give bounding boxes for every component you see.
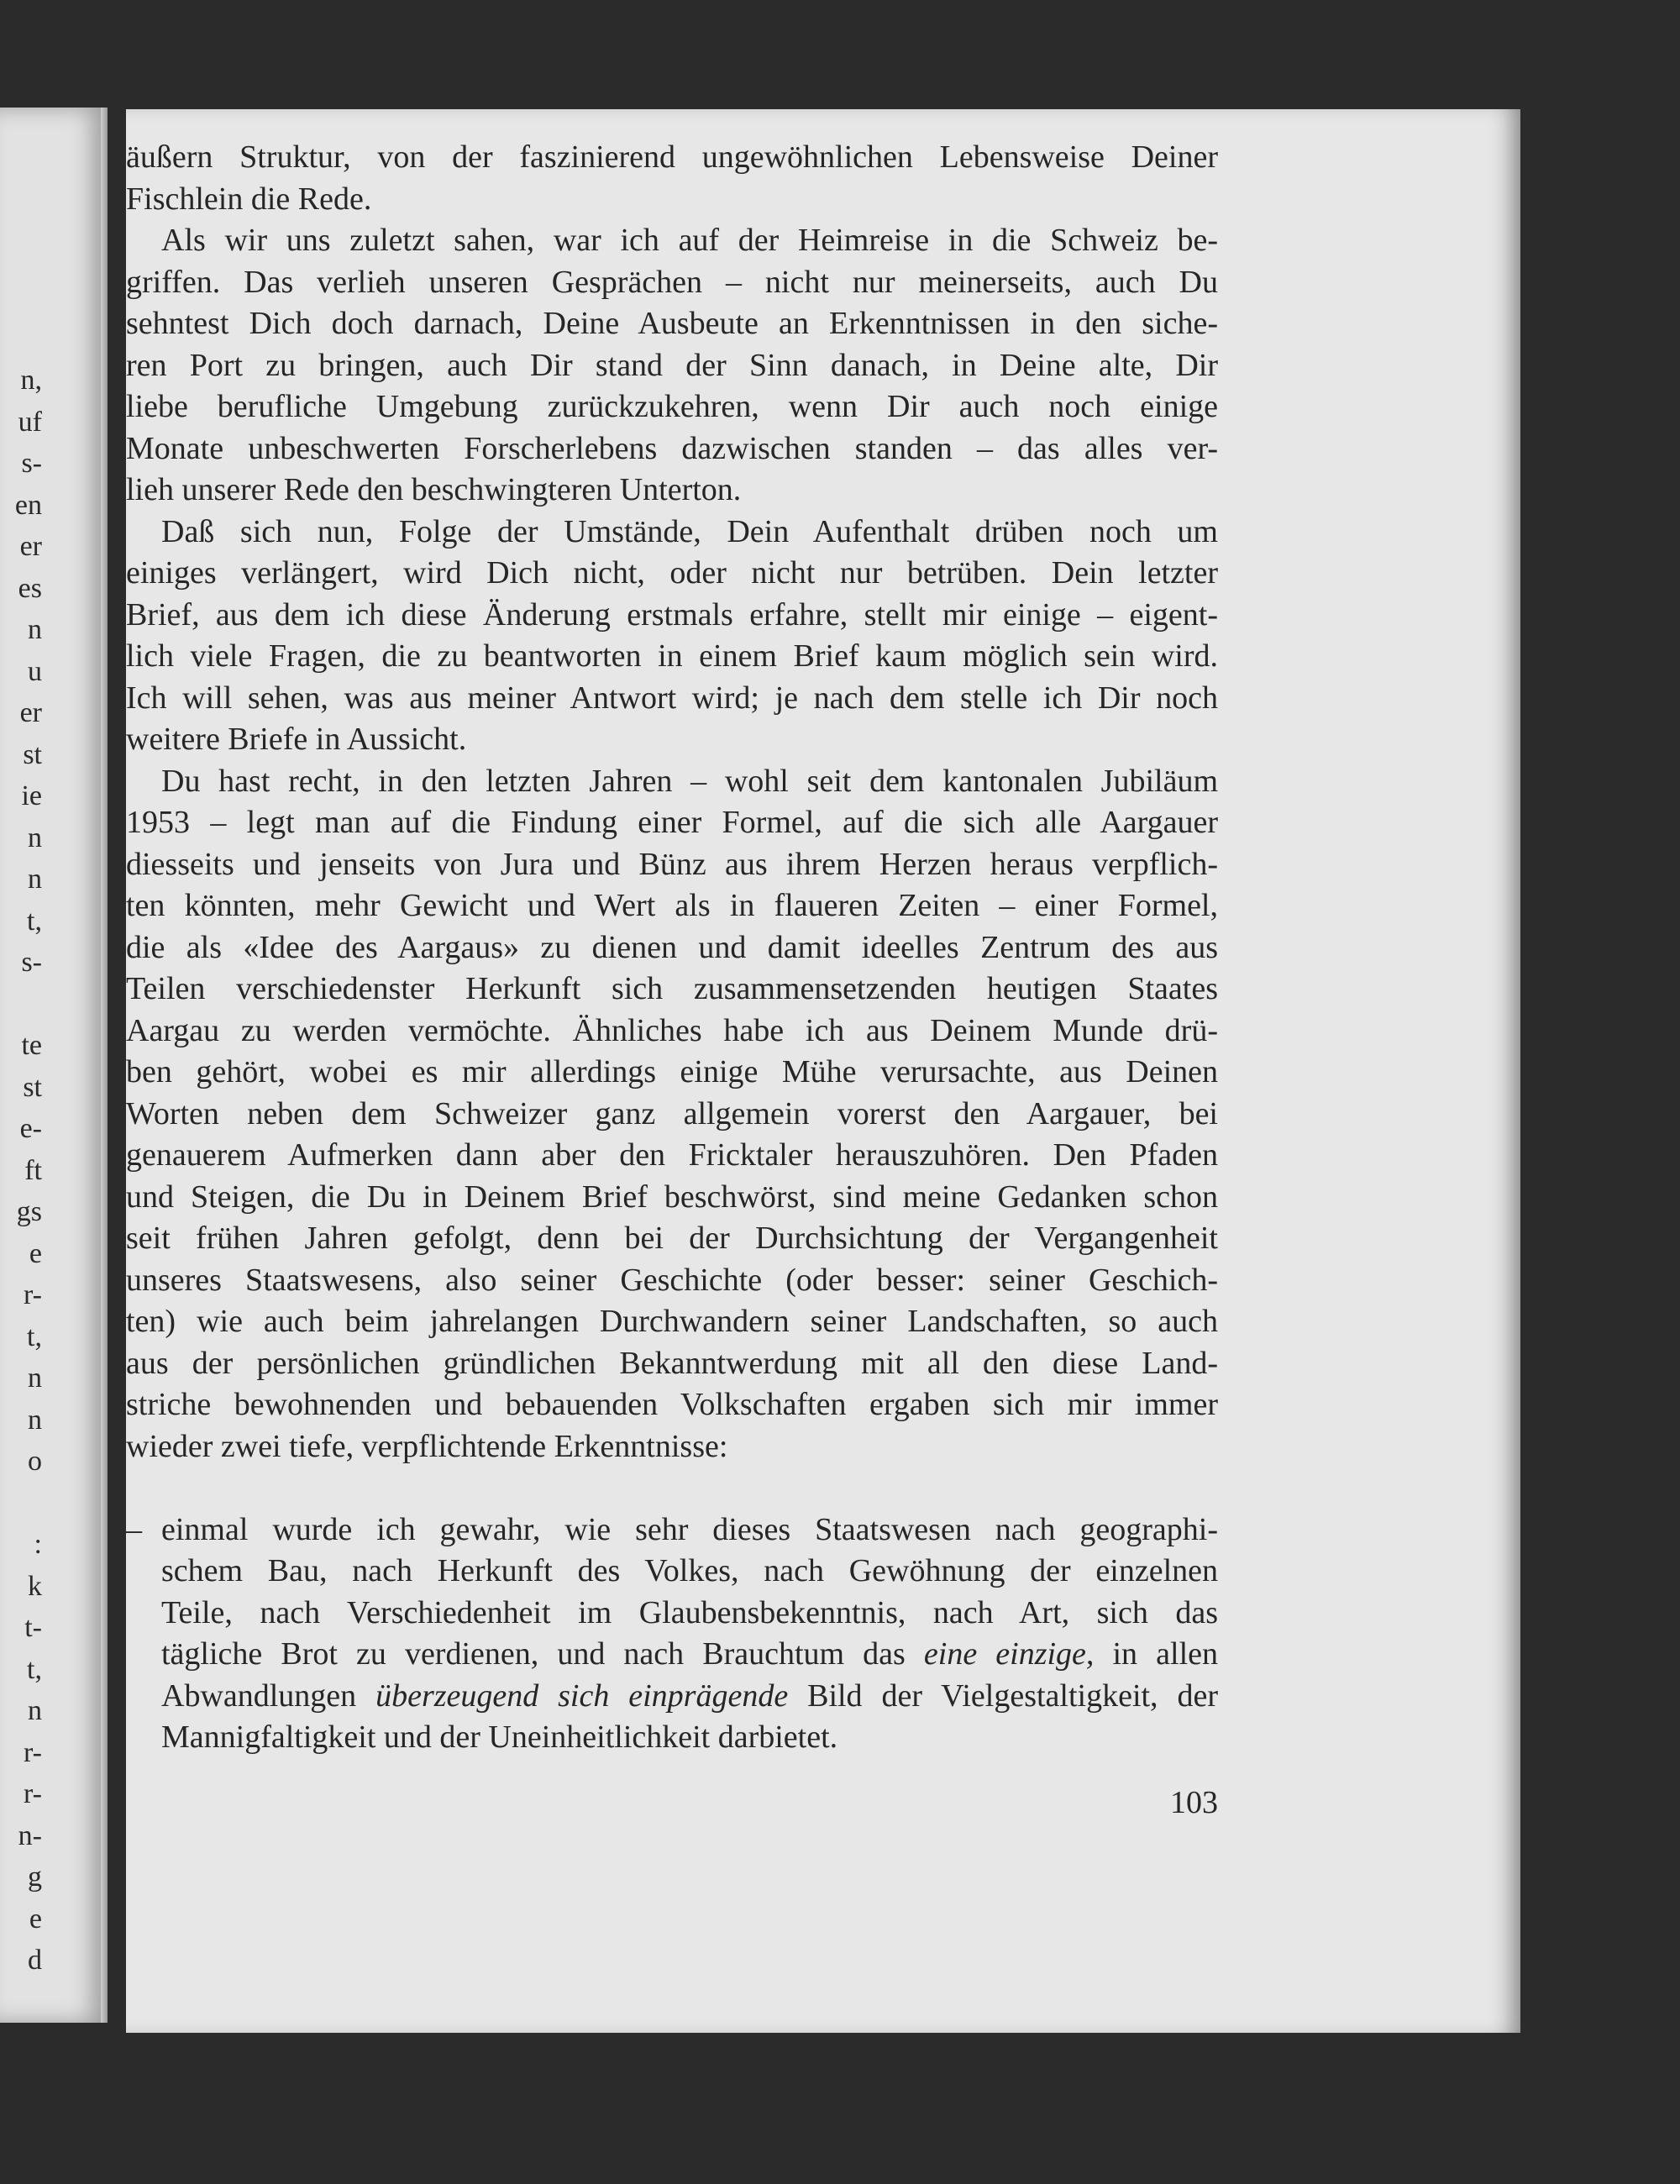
text-run: Abwandlungen (161, 1677, 376, 1714)
blank-line (0, 984, 42, 1026)
text-line: die als «Idee des Aargaus» zu dienen und damit ideelles Zentrum des aus (126, 929, 1218, 965)
left-page-fragment: d (28, 1945, 42, 1976)
left-page-fragment: st (23, 1071, 42, 1103)
text-line: ren Port zu bringen, auch Dir stand der Sinn danach, in Deine alte, Dir (126, 347, 1218, 383)
left-page-fragment: n (28, 614, 42, 645)
left-page-fragment: s- (21, 448, 42, 479)
text-line: striche bewohnenden und bebauenden Volkschaften ergaben sich mir immer (126, 1387, 1218, 1422)
text-line: lich viele Fragen, die zu beantworten in einem Brief kaum möglich sein wird. (126, 638, 1218, 674)
left-page-fragment: n- (18, 1819, 42, 1851)
bullet-item (126, 1509, 1218, 1551)
left-page-fragment: : (34, 1529, 42, 1560)
left-page-fragment: es (18, 572, 42, 604)
text-line: ben gehört, wobei es mir allerdings einige Mühe verursachte, aus Deinen (126, 1054, 1218, 1089)
text-line: Monate unbeschwerten Forscherlebens dazwischen standen – das alles ver- (126, 430, 1218, 466)
page-text (126, 137, 1218, 1759)
left-page-fragment: er (19, 697, 42, 728)
text-line: genauerem Aufmerken dann aber den Fricktaler herauszuhören. Den Pfaden (126, 1137, 1218, 1173)
text-line: liebe berufliche Umgebung zurückzukehren, wenn Dir auch noch einige (126, 389, 1218, 424)
text-line: Teilen verschiedenster Herkunft sich zusammensetzenden heutigen Staates (126, 971, 1218, 1006)
left-page-fragment: e- (19, 1113, 42, 1144)
paragraph-start: Du hast recht, in den letzten Jahren – wohl seit dem kantonalen Jubiläum (161, 763, 1218, 799)
left-page-fragment: e (29, 1903, 42, 1935)
text-line: Aargau zu werden vermöchte. Ähnliches habe ich aus Deinem Munde drü- (126, 1012, 1218, 1048)
left-page-fragment: t, (27, 905, 42, 937)
left-page-fragment: er (19, 531, 42, 562)
paragraph-start: Daß sich nun, Folge der Umstände, Dein Aufenthalt drüben noch um (161, 513, 1218, 549)
left-page-fragment: n (28, 1695, 42, 1726)
left-page-fragment: r- (24, 1778, 42, 1809)
text-line: äußern Struktur, von der faszinierend ungewöhnlichen Lebensweise Deiner (126, 139, 1218, 175)
bullet-line: schem Bau, nach Herkunft des Volkes, nach Gewöhnung der einzelnen (161, 1553, 1218, 1588)
text-line: einiges verlängert, wird Dich nicht, oder nicht nur betrüben. Dein letzter (126, 555, 1218, 591)
italic-emphasis: überzeugend sich einprägende (375, 1677, 789, 1714)
blank-line (126, 1467, 1218, 1509)
text-line: Fischlein die Rede. (126, 181, 372, 217)
left-page-fragment: te (21, 1030, 42, 1061)
text-line: Ich will sehen, was aus meiner Antwort wird; je nach dem stelle ich Dir noch (126, 680, 1218, 716)
bullet-line: Mannigfaltigkeit und der Uneinheitlichkeit darbietet. (161, 1719, 838, 1755)
text-line: griffen. Das verlieh unseren Gesprächen – nicht nur meinerseits, auch Du (126, 264, 1218, 300)
left-page-fragment: ie (21, 780, 42, 811)
text-line: ten könnten, mehr Gewicht und Wert als in flaueren Zeiten – einer Formel, (126, 888, 1218, 923)
bullet-line: einmal wurde ich gewahr, wie sehr dieses Staatswesen nach geographi- (161, 1511, 1218, 1547)
text-line: wieder zwei tiefe, verpflichtende Erkenntnisse: (126, 1428, 728, 1464)
left-page-fragment: n (28, 822, 42, 853)
left-page-fragment: st (23, 738, 42, 770)
italic-emphasis: eine einzige, (923, 1636, 1095, 1672)
left-page-fragment: ft (24, 1154, 42, 1186)
text-line: diesseits und jenseits von Jura und Bünz aus ihrem Herzen heraus verpflich- (126, 846, 1218, 882)
left-page-fragment: t, (27, 1653, 42, 1685)
paragraph-start: Als wir uns zuletzt sahen, war ich auf der Heimreise in die Schweiz be- (161, 223, 1218, 258)
left-page-fragment: en (14, 489, 42, 521)
left-page-text-fragments (0, 360, 42, 1982)
left-page-fragment: k (28, 1570, 42, 1602)
left-page-fragment: t- (24, 1612, 42, 1643)
text-line: und Steigen, die Du in Deinem Brief beschwörst, sind meine Gedanken schon (126, 1179, 1218, 1215)
left-page-fragment: u (28, 655, 42, 687)
bullet-line (126, 1676, 1218, 1718)
page-number: 103 (1170, 1785, 1218, 1820)
text-line: unseres Staatswesens, also seiner Geschichte (oder besser: seiner Geschich- (126, 1262, 1218, 1298)
left-page-fragment: g (28, 1861, 42, 1893)
facing-left-page (0, 108, 108, 2023)
text-line: 1953 – legt man auf die Findung einer Formel, auf die sich alle Aargauer (126, 805, 1218, 840)
text-line: aus der persönlichen gründlichen Bekanntwerdung mit all den diese Land- (126, 1345, 1218, 1381)
text-line: Brief, aus dem ich diese Änderung erstmals erfahre, stellt mir einige – eigent- (126, 596, 1218, 633)
left-page-fragment: o (28, 1446, 42, 1477)
bullet-line (126, 1634, 1218, 1676)
text-line: lieh unserer Rede den beschwingteren Unterton. (126, 472, 742, 507)
text-line: ten) wie auch beim jahrelangen Durchwandern seiner Landschaften, so auch (126, 1304, 1218, 1339)
blank-line (0, 1483, 42, 1525)
left-page-fragment: r- (24, 1736, 42, 1768)
left-page-fragment: n (28, 1362, 42, 1394)
left-page-fragment: n (28, 1404, 42, 1436)
left-page-fragment: n, (20, 365, 42, 396)
left-page-fragment: e (29, 1237, 42, 1269)
left-page-fragment: gs (16, 1196, 42, 1227)
text-line: seit frühen Jahren gefolgt, denn bei der Durchsichtung der Vergangenheit (126, 1221, 1218, 1256)
text-run: tägliche Brot zu verdienen, und nach Brauchtum das (161, 1636, 924, 1672)
left-page-fragment: n (28, 864, 42, 895)
bullet-dash: – (126, 1511, 142, 1547)
bullet-line: Teile, nach Verschiedenheit im Glaubensbekenntnis, nach Art, sich das (161, 1594, 1218, 1630)
left-page-fragment: s- (21, 947, 42, 978)
book-gutter (101, 108, 108, 2023)
left-page-fragment: r- (24, 1279, 42, 1310)
left-page-fragment: uf (18, 406, 42, 438)
text-line: weitere Briefe in Aussicht. (126, 722, 467, 757)
text-run: Bild der Vielgestaltigkeit, der (788, 1677, 1218, 1714)
left-page-fragment: t, (27, 1320, 42, 1352)
text-line: Worten neben dem Schweizer ganz allgemein vorerst den Aargauer, bei (126, 1095, 1218, 1131)
text-line: sehntest Dich doch darnach, Deine Ausbeute an Erkenntnissen in den siche- (126, 306, 1218, 341)
text-run: in allen (1094, 1636, 1218, 1672)
